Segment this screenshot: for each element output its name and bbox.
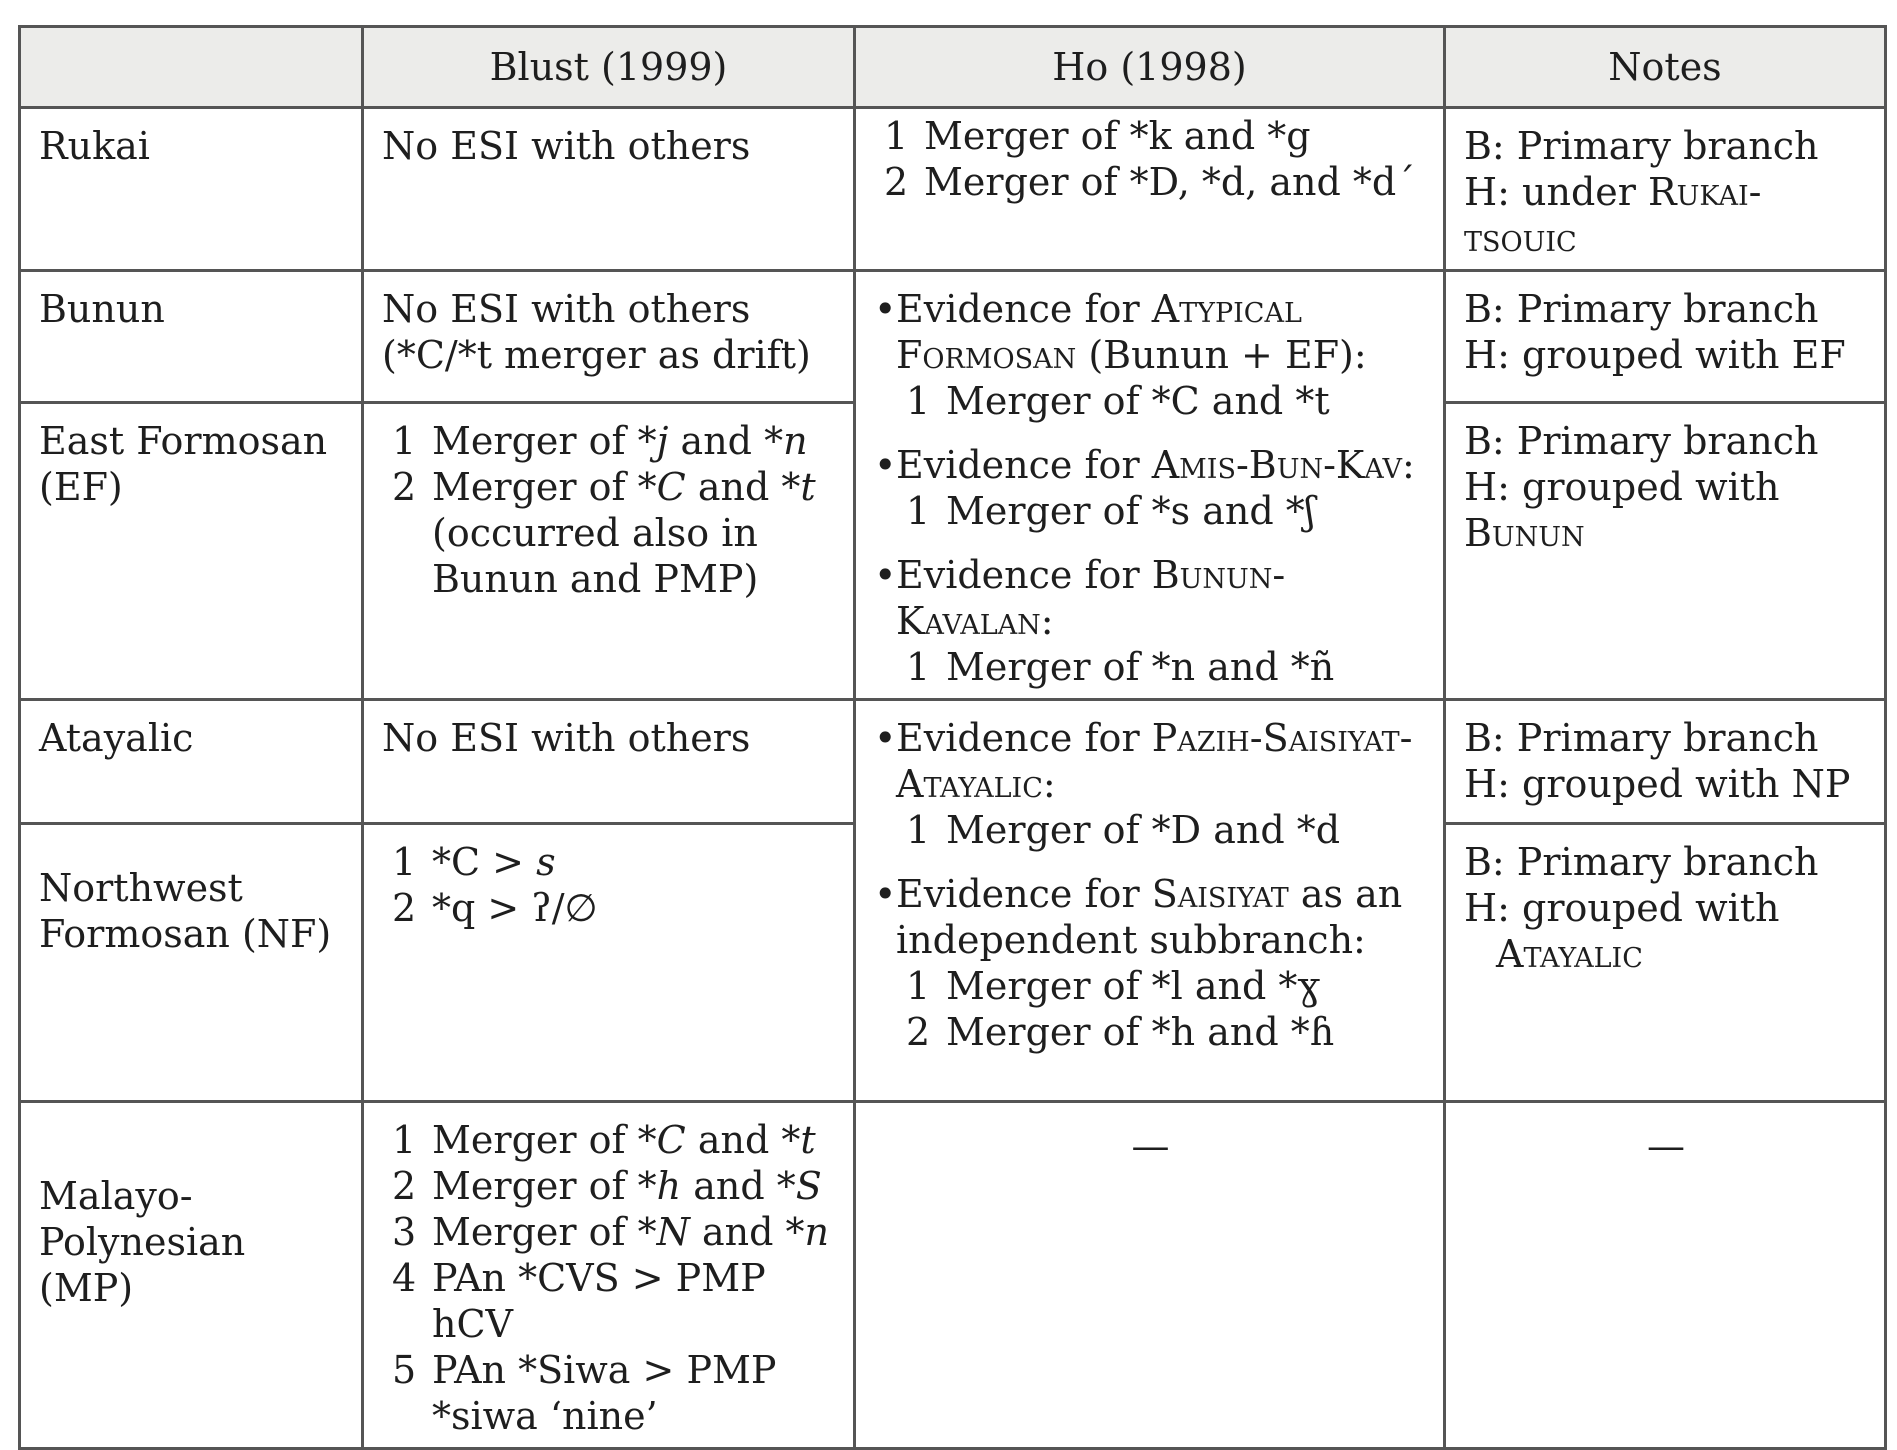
row-name-bunun: Bunun [20,271,363,403]
notes-bunun: B: Primary branch H: grouped with EF [1445,271,1886,403]
row-name-atayalic: Atayalic [20,700,363,824]
header-row [20,27,1886,108]
ho-rukai: 1 Merger of *k and *g 2 Merger of *D, *d, and *d´ [855,108,1445,271]
notes-mp: — [1445,1102,1886,1449]
comparison-table [18,25,1887,1450]
row-name-nf: Northwest Formosan (NF) [20,824,363,1102]
header-blust: Blust (1999) [363,27,855,108]
table-row [20,700,1886,824]
notes-ef: B: Primary branch H: grouped with Bunun [1445,403,1886,700]
table-row [20,1102,1886,1449]
header-blank [20,27,363,108]
blust-mp: 1 Merger of *C and *t 2 Merger of *h and *S 3 Merger of *N and *n 4 PAn *CVS > PMP hCV 5 PAn *Siwa > PMP *siwa ‘nine’ [363,1102,855,1449]
table-row [20,108,1886,271]
table-row [20,271,1886,403]
blust-ef: 1 Merger of *j and *n 2 Merger of *C and *t (occurred also in Bunun and PMP) [363,403,855,700]
ho-atayalic-nf: • Evidence for Pazih-Saisiyat-Atayalic: 1 Merger of *D and *d • Evidence for Saisiyat as an independent subbranch: 1 Merger of *l and *ɣ 2 Merger of *h and *ɦ [855,700,1445,1102]
blust-nf: 1 *C > s 2 *q > ʔ/∅ [363,824,855,1102]
notes-rukai: B: Primary branch H: under Rukai-tsouic [1445,108,1886,271]
ho-bunun-ef: • Evidence for Atypical Formosan (Bunun + EF): 1 Merger of *C and *t • Evidence for Amis-Bun-Kav: 1 Merger of *s and *ʃ • Evidence for Bunun-Kavalan: 1 Merger of *n and *ñ [855,271,1445,700]
row-name-ef: East Formosan (EF) [20,403,363,700]
header-notes: Notes [1445,27,1886,108]
notes-atayalic: B: Primary branch H: grouped with NP [1445,700,1886,824]
header-ho: Ho (1998) [855,27,1445,108]
row-name-rukai: Rukai [20,108,363,271]
blust-rukai: No ESI with others [363,108,855,271]
blust-bunun: No ESI with others (*C/*t merger as drift) [363,271,855,403]
blust-atayalic: No ESI with others [363,700,855,824]
notes-nf: B: Primary branch H: grouped with Atayalic [1445,824,1886,1102]
row-name-mp: Malayo- Polynesian (MP) [20,1102,363,1449]
ho-mp: — [855,1102,1445,1449]
